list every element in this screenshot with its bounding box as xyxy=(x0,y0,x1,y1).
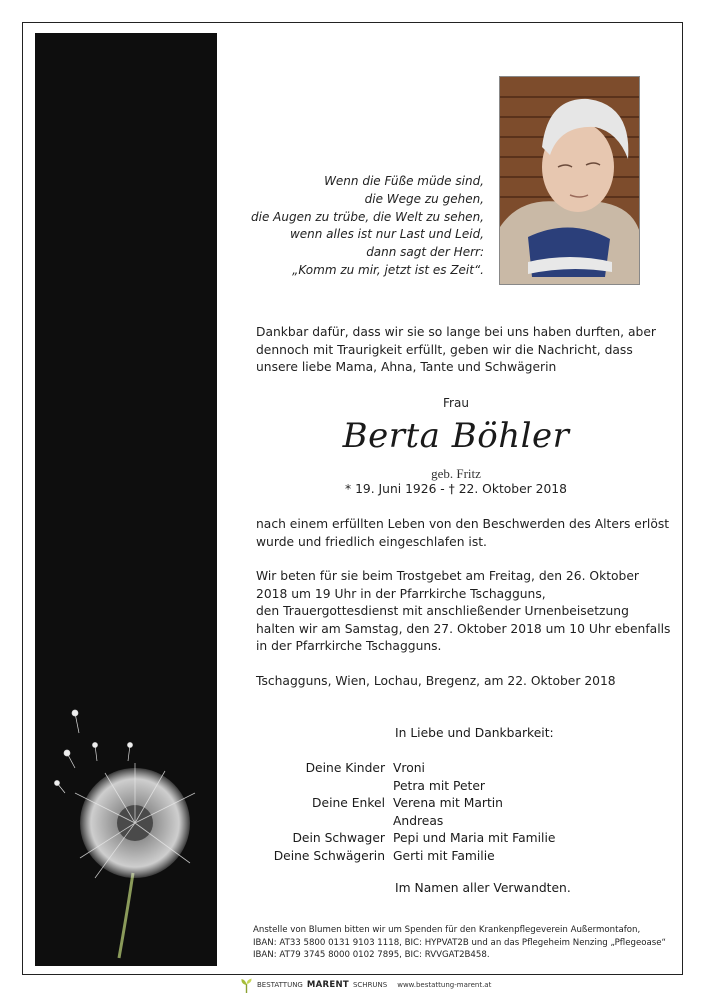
service-line: in der Pfarrkirche Tschagguns. xyxy=(256,639,442,653)
passing-paragraph xyxy=(256,516,669,551)
donation-line: IBAN: AT33 5800 0131 9103 1118, BIC: HYPVAT2B und an das Pflegeheim Nenzing „Pflegeoase“ xyxy=(253,937,666,948)
portrait-photo xyxy=(499,76,640,285)
place-date-text: Tschagguns, Wien, Lochau, Bregenz, am 22. Oktober 2018 xyxy=(256,674,616,688)
poem-line: die Wege zu gehen, xyxy=(364,191,484,206)
family-label xyxy=(274,778,385,796)
passing-line: nach einem erfüllten Leben von den Beschwerden des Alters erlöst xyxy=(256,517,670,531)
family-names xyxy=(393,760,555,865)
passing-line: wurde und friedlich eingeschlafen ist. xyxy=(256,534,487,549)
footer-brand: MARENT xyxy=(306,980,349,990)
donation-line: IBAN: AT79 3745 8000 0102 7895, BIC: RVVGAT2B458. xyxy=(253,950,490,960)
footer xyxy=(240,977,491,993)
life-dates: * 19. Juni 1926 - † 22. Oktober 2018 xyxy=(345,482,567,496)
family-names-item: Petra mit Peter xyxy=(393,778,485,793)
poem-line: die Augen zu trübe, die Welt zu sehen, xyxy=(251,209,484,224)
donation-line: Anstelle von Blumen bitten wir um Spenden für den Krankenpflegeverein Außermontafon, xyxy=(253,925,641,935)
marent-logo-icon xyxy=(240,978,253,993)
salutation: Frau xyxy=(443,396,469,410)
service-line: Wir beten für sie beim Trostgebet am Freitag, den 26. Oktober xyxy=(256,569,639,583)
service-line: 2018 um 19 Uhr in der Pfarrkirche Tschagguns, xyxy=(256,586,546,601)
poem-line: dann sagt der Herr: xyxy=(366,245,484,260)
family-names-item: Andreas xyxy=(393,813,444,828)
place-date xyxy=(256,673,616,691)
black-side-band xyxy=(35,33,217,966)
family-label: Deine Enkel xyxy=(312,796,385,810)
intro-paragraph xyxy=(256,324,656,377)
footer-town: SCHRUNS xyxy=(352,981,388,989)
donation-note xyxy=(253,924,666,962)
deceased-name: Berta Böhler xyxy=(342,416,570,456)
family-names-item: Vroni xyxy=(393,761,425,775)
intro-line: dennoch mit Traurigkeit erfüllt, geben wir die Nachricht, dass xyxy=(256,342,633,357)
maiden-name: geb. Fritz xyxy=(431,466,481,481)
family-label xyxy=(274,813,385,831)
service-paragraph xyxy=(256,568,670,656)
service-line: halten wir am Samstag, den 27. Oktober 2018 um 10 Uhr ebenfalls xyxy=(256,621,671,636)
family-label: Deine Schwägerin xyxy=(273,848,385,863)
poem-line: „Komm zu mir, jetzt ist es Zeit“. xyxy=(292,262,484,277)
poem-line: Wenn die Füße müde sind, xyxy=(324,174,484,188)
service-line: den Trauergottesdienst mit anschließender Urnenbeisetzung xyxy=(256,604,629,618)
family-label: Dein Schwager xyxy=(292,831,385,845)
family-names-item: Gerti mit Familie xyxy=(393,848,495,863)
family-names-item: Verena mit Martin xyxy=(393,796,503,810)
intro-line: Dankbar dafür, dass wir sie so lange bei uns haben durften, aber xyxy=(256,325,656,339)
footer-url[interactable]: www.bestattung-marent.at xyxy=(397,981,492,989)
poem xyxy=(240,173,484,280)
family-label: Deine Kinder xyxy=(305,761,385,775)
closing-line: Im Namen aller Verwandten. xyxy=(395,881,571,895)
love-line: In Liebe und Dankbarkeit: xyxy=(395,726,554,740)
dandelion-icon xyxy=(35,33,217,966)
family-labels xyxy=(274,760,385,865)
poem-line: wenn alles ist nur Last und Leid, xyxy=(289,227,484,242)
family-names-item: Pepi und Maria mit Familie xyxy=(393,831,556,845)
intro-line: unsere liebe Mama, Ahna, Tante und Schwägerin xyxy=(256,360,557,374)
footer-prefix: BESTATTUNG xyxy=(257,981,303,989)
